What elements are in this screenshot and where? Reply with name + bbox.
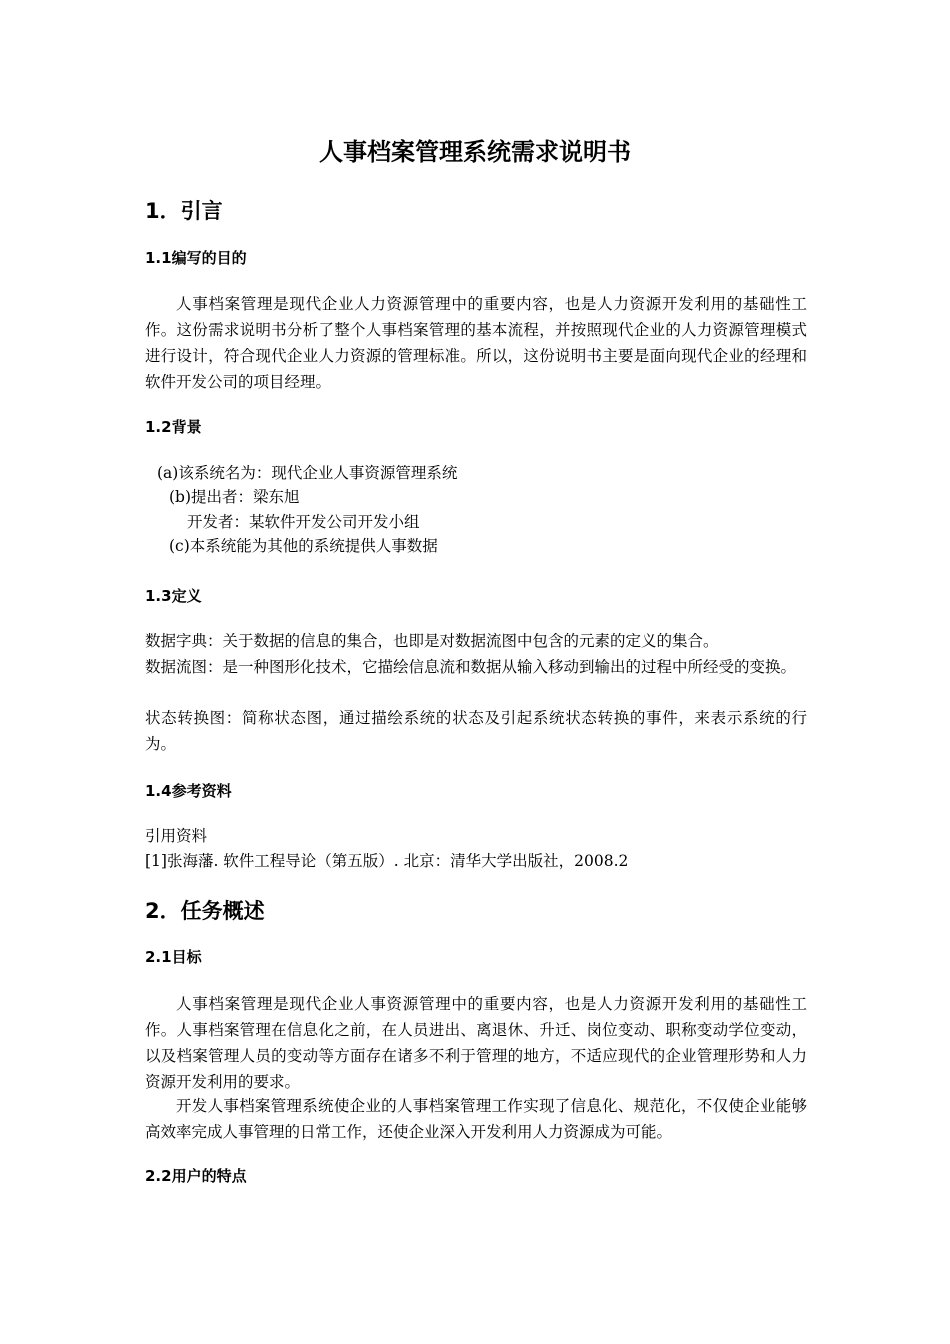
background-item-a: (a)该系统名为：现代企业人事资源管理系统 (157, 464, 458, 482)
background-item-b: (b)提出者：梁东旭 (169, 488, 300, 506)
section-1-heading: 1．引言 (145, 199, 223, 223)
section-1-3-heading: 1.3定义 (145, 587, 202, 605)
section-1-1-heading: 1.1编写的目的 (145, 249, 247, 267)
section-1-1-paragraph: 人事档案管理是现代企业人力资源管理中的重要内容，也是人力资源开发利用的基础性工作。这份需求说明书分析了整个人事档案管理的基本流程，并按照现代企业的人力资源管理模式进行设计，符合现代企业人力资源的管理标准。所以，这份说明书主要是面向现代企业的经理和软件开发公司的项目经理。 (145, 295, 807, 391)
definition-state-diagram: 状态转换图：简称状态图，通过描绘系统的状态及引起系统状态转换的事件，来表示系统的行为。 (145, 709, 807, 753)
section-2-heading: 2．任务概述 (145, 899, 265, 923)
section-2-1-paragraph-1: 人事档案管理是现代企业人事资源管理中的重要内容，也是人力资源开发利用的基础性工作。人事档案管理在信息化之前，在人员进出、离退休、升迁、岗位变动、职称变动学位变动，以及档案管理人员的变动等方面存在诸多不利于管理的地方，不适应现代的企业管理形势和人力资源开发利用的要求。 (145, 995, 807, 1091)
section-1-4-heading: 1.4参考资料 (145, 782, 232, 800)
document-title: 人事档案管理系统需求说明书 (319, 138, 631, 166)
references-label: 引用资料 (145, 827, 208, 845)
background-item-developer: 开发者：某软件开发公司开发小组 (187, 513, 420, 531)
definition-data-flow-diagram: 数据流图：是一种图形化技术，它描绘信息流和数据从输入移动到输出的过程中所经受的变换。 (145, 658, 797, 676)
background-item-c: (c)本系统能为其他的系统提供人事数据 (169, 537, 438, 555)
section-2-2-heading: 2.2用户的特点 (145, 1167, 247, 1185)
section-2-1-heading: 2.1目标 (145, 948, 202, 966)
section-2-1-paragraph-2: 开发人事档案管理系统使企业的人事档案管理工作实现了信息化、规范化，不仅使企业能够高效率完成人事管理的日常工作，还使企业深入开发利用人力资源成为可能。 (145, 1097, 807, 1141)
reference-item-1: [1]张海藩. 软件工程导论（第五版）. 北京：清华大学出版社，2008.2 (145, 852, 629, 870)
section-1-2-heading: 1.2背景 (145, 418, 202, 436)
definition-data-dictionary: 数据字典：关于数据的信息的集合，也即是对数据流图中包含的元素的定义的集合。 (145, 632, 719, 650)
